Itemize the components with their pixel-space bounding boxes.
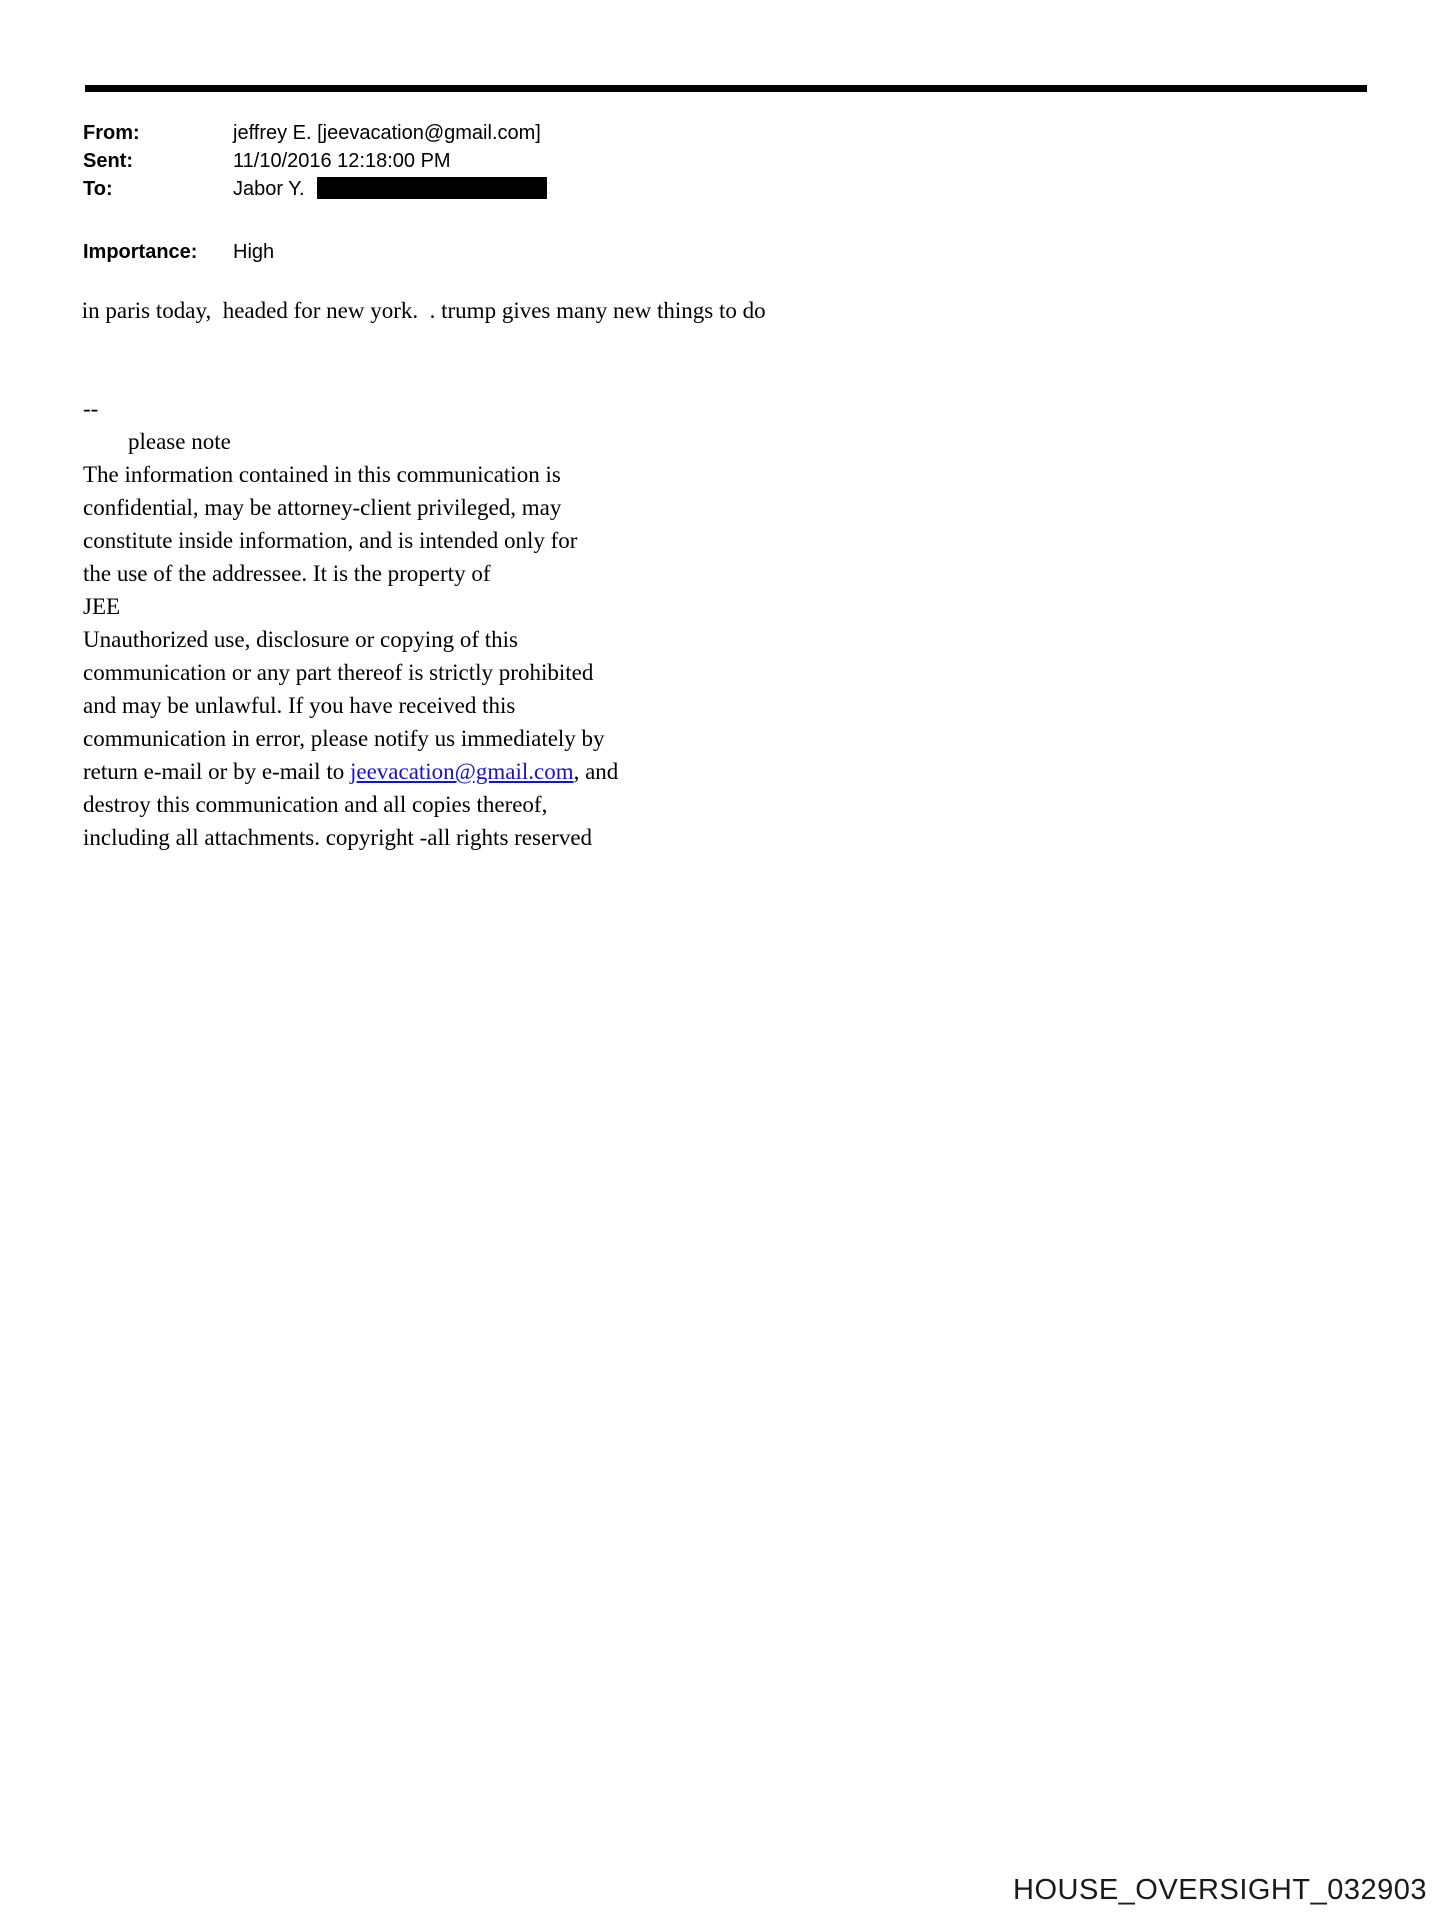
disclaimer-line: including all attachments. copyright -all rights reserved [83, 825, 593, 850]
disclaimer-line: communication or any part thereof is strictly prohibited [83, 660, 594, 685]
email-header [83, 119, 547, 203]
signature-separator: -- [83, 396, 99, 421]
to-label: To: [83, 178, 113, 200]
header-divider-rule [85, 85, 1367, 92]
disclaimer-link-line [83, 755, 723, 788]
importance-value: High [233, 241, 275, 263]
header-row-importance [83, 238, 274, 266]
header-row-to [83, 175, 547, 203]
disclaimer-line: Unauthorized use, disclosure or copying of this [83, 627, 518, 652]
to-recipient-name: Jabor Y. [233, 178, 305, 200]
header-row-from [83, 119, 547, 147]
disclaimer-line: the use of the addressee. It is the property of [83, 561, 491, 586]
message-body: in paris today, headed for new york. . trump gives many new things to do [76, 298, 766, 323]
to-value [233, 175, 547, 203]
signature-block [83, 392, 723, 854]
disclaimer-line: JEE [83, 594, 121, 619]
redaction-bar [317, 177, 547, 199]
disclaimer-line: The information contained in this communication is [83, 462, 561, 487]
sent-value: 11/10/2016 12:18:00 PM [233, 150, 451, 172]
please-note-line: please note [128, 429, 231, 454]
disclaimer-line: communication in error, please notify us immediately by [83, 726, 605, 751]
from-label: From: [83, 122, 140, 144]
disclaimer-line: destroy this communication and all copies thereof, [83, 792, 548, 817]
importance-label: Importance: [83, 241, 198, 263]
header-row-sent [83, 147, 547, 175]
from-value: jeffrey E. [jeevacation@gmail.com] [233, 122, 541, 144]
disclaimer-line: and may be unlawful. If you have received this [83, 693, 516, 718]
bates-number: HOUSE_OVERSIGHT_032903 [1013, 1874, 1427, 1906]
importance-block [83, 238, 274, 266]
link-line-after: , and [573, 759, 619, 784]
sent-label: Sent: [83, 150, 133, 172]
disclaimer-line: confidential, may be attorney-client privileged, may [83, 495, 562, 520]
email-link[interactable]: jeevacation@gmail.com [349, 759, 574, 784]
link-line-before: return e-mail or by e-mail to [83, 759, 350, 784]
disclaimer-line: constitute inside information, and is intended only for [83, 528, 578, 553]
